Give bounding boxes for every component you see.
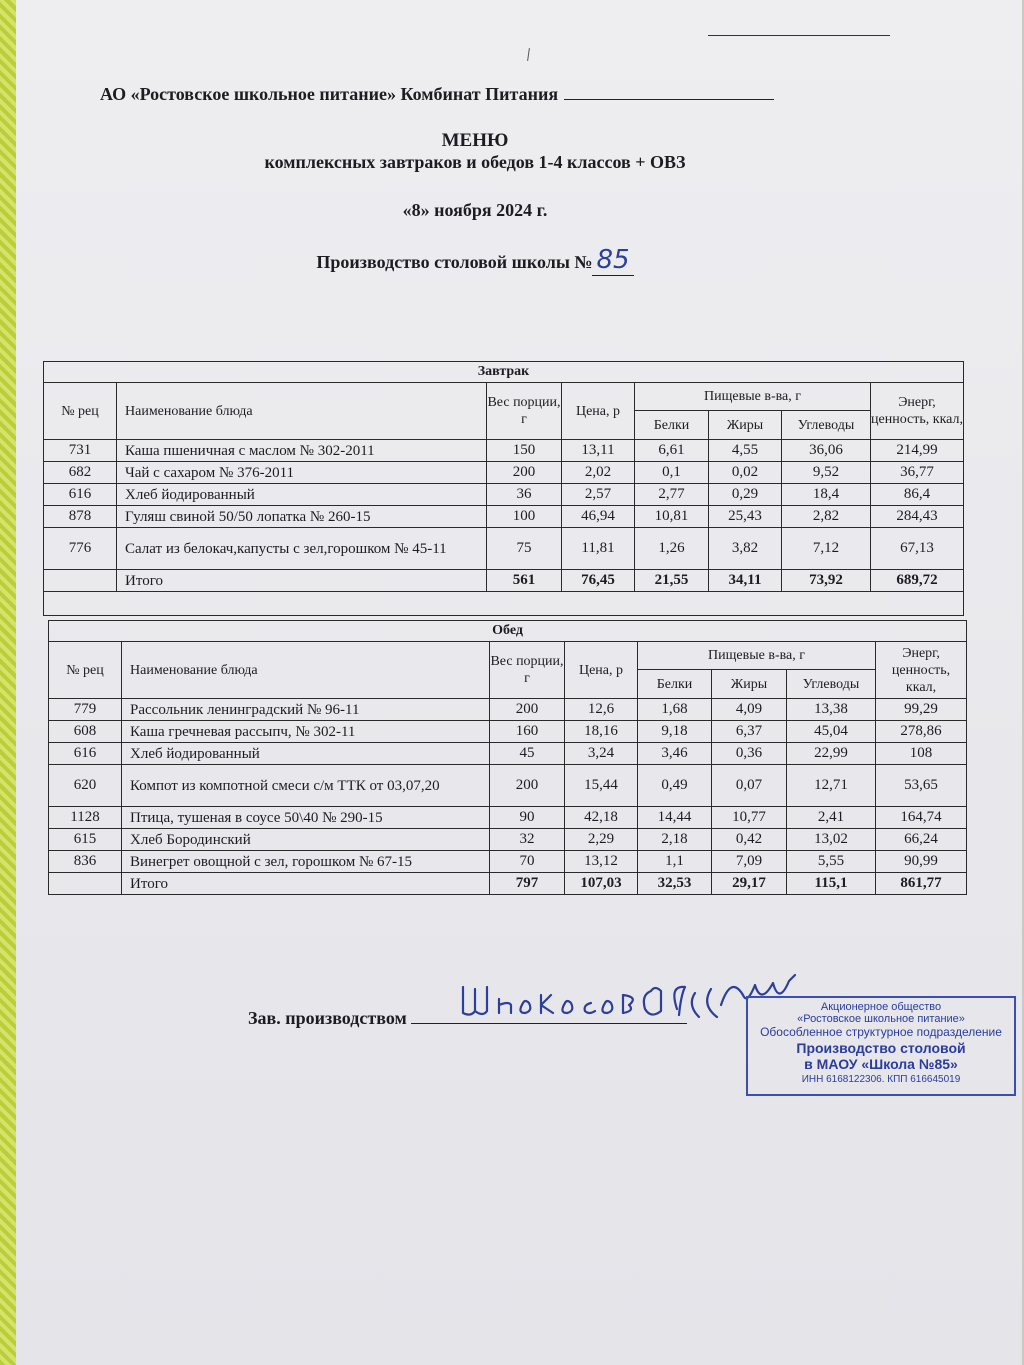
- manager-label: Зав. производством: [248, 1008, 407, 1028]
- cell-carbs: 5,55: [787, 851, 876, 873]
- cell-name: Птица, тушеная в соусе 50\40 № 290-15: [122, 807, 490, 829]
- cell-name: Гуляш свиной 50/50 лопатка № 260-15: [117, 506, 487, 528]
- cell-weight: 100: [487, 506, 562, 528]
- menu-subtitle: комплексных завтраков и обедов 1-4 классов + ОВЗ: [264, 152, 686, 172]
- organization-name: АО «Ростовское школьное питание» Комбинат Питания: [100, 84, 559, 104]
- cell-price: 15,44: [565, 765, 638, 807]
- col-weight: Вес порции, г: [487, 383, 562, 440]
- organization-line: [100, 84, 774, 105]
- cell-carbs: 22,99: [787, 743, 876, 765]
- total-proteins: 32,53: [638, 873, 712, 895]
- cell-weight: 200: [487, 462, 562, 484]
- production-label: Производство столовой школы №: [316, 252, 593, 272]
- breakfast-title: Завтрак: [44, 362, 964, 383]
- cell-proteins: 10,81: [635, 506, 709, 528]
- cell-proteins: 2,77: [635, 484, 709, 506]
- cell-rec: 620: [49, 765, 122, 807]
- cell-proteins: 0,49: [638, 765, 712, 807]
- cell-energy: 36,77: [871, 462, 964, 484]
- total-fats: 34,11: [709, 570, 782, 592]
- cell-weight: 70: [490, 851, 565, 873]
- menu-title: МЕНЮ: [441, 130, 509, 151]
- cell-weight: 90: [490, 807, 565, 829]
- cell-rec: 615: [49, 829, 122, 851]
- stamp-line-6: ИНН 6168122306. КПП 616645019: [801, 1074, 961, 1085]
- cell-name: Чай с сахаром № 376-2011: [117, 462, 487, 484]
- cell-name: Хлеб Бородинский: [122, 829, 490, 851]
- cell-proteins: 14,44: [638, 807, 712, 829]
- cell-rec: 776: [44, 528, 117, 570]
- cell-weight: 160: [490, 721, 565, 743]
- cell-price: 46,94: [562, 506, 635, 528]
- total-energy: 861,77: [876, 873, 967, 895]
- organization-blank: [564, 99, 774, 100]
- table-row: [49, 807, 967, 829]
- total-fats: 29,17: [712, 873, 787, 895]
- cell-fats: 25,43: [709, 506, 782, 528]
- cell-energy: 284,43: [871, 506, 964, 528]
- total-energy: 689,72: [871, 570, 964, 592]
- top-signature-line: [708, 35, 890, 36]
- col-name: Наименование блюда: [122, 642, 490, 699]
- table-row: [49, 721, 967, 743]
- cell-proteins: 6,61: [635, 440, 709, 462]
- cell-energy: 99,29: [876, 699, 967, 721]
- cell-fats: 4,09: [712, 699, 787, 721]
- total-label: Итого: [122, 873, 490, 895]
- cell-weight: 36: [487, 484, 562, 506]
- cell-name: Хлеб йодированный: [117, 484, 487, 506]
- total-weight: 561: [487, 570, 562, 592]
- cell-weight: 45: [490, 743, 565, 765]
- cell-fats: 7,09: [712, 851, 787, 873]
- table-row: [49, 829, 967, 851]
- production-line: [0, 245, 950, 275]
- menu-date: «8» ноября 2024 г.: [402, 200, 548, 220]
- cell-rec: 836: [49, 851, 122, 873]
- stamp-line-2: «Ростовское школьное питание»: [797, 1013, 965, 1025]
- total-rec: [44, 570, 117, 592]
- total-label: Итого: [117, 570, 487, 592]
- col-rec: № рец: [44, 383, 117, 440]
- cell-proteins: 2,18: [638, 829, 712, 851]
- cell-name: Салат из белокач,капусты с зел,горошком № 45-11: [117, 528, 487, 570]
- col-proteins: Белки: [635, 411, 709, 440]
- cell-name: Компот из компотной смеси с/м ТТК от 03,07,20: [122, 765, 490, 807]
- official-stamp: [746, 996, 1016, 1096]
- table-row: [44, 462, 964, 484]
- cell-name: Хлеб йодированный: [122, 743, 490, 765]
- table-row: [49, 765, 967, 807]
- cell-energy: 108: [876, 743, 967, 765]
- lunch-table: [48, 620, 967, 895]
- cell-price: 13,11: [562, 440, 635, 462]
- cell-energy: 214,99: [871, 440, 964, 462]
- cell-rec: 731: [44, 440, 117, 462]
- cell-proteins: 1,68: [638, 699, 712, 721]
- table-row: [49, 699, 967, 721]
- cell-price: 3,24: [565, 743, 638, 765]
- cell-carbs: 13,02: [787, 829, 876, 851]
- cell-rec: 616: [49, 743, 122, 765]
- cell-energy: 86,4: [871, 484, 964, 506]
- col-price: Цена, р: [565, 642, 638, 699]
- stamp-line-5: в МАОУ «Школа №85»: [804, 1056, 958, 1072]
- cell-rec: 682: [44, 462, 117, 484]
- breakfast-table: [43, 361, 964, 616]
- cell-weight: 200: [490, 765, 565, 807]
- stamp-line-3: Обособленное структурное подразделение: [760, 1025, 1002, 1039]
- cell-energy: 67,13: [871, 528, 964, 570]
- cell-rec: 1128: [49, 807, 122, 829]
- cell-carbs: 7,12: [782, 528, 871, 570]
- cell-carbs: 9,52: [782, 462, 871, 484]
- col-name: Наименование блюда: [117, 383, 487, 440]
- cell-name: Рассольник ленинградский № 96-11: [122, 699, 490, 721]
- cell-carbs: 2,82: [782, 506, 871, 528]
- table-row: [44, 506, 964, 528]
- total-rec: [49, 873, 122, 895]
- cell-energy: 164,74: [876, 807, 967, 829]
- cell-carbs: 45,04: [787, 721, 876, 743]
- cell-price: 18,16: [565, 721, 638, 743]
- total-carbs: 115,1: [787, 873, 876, 895]
- cell-energy: 278,86: [876, 721, 967, 743]
- cell-carbs: 13,38: [787, 699, 876, 721]
- col-proteins: Белки: [638, 670, 712, 699]
- cell-carbs: 2,41: [787, 807, 876, 829]
- col-energy: Энерг, ценность, ккал,: [876, 642, 967, 699]
- col-fats: Жиры: [709, 411, 782, 440]
- cell-fats: 0,29: [709, 484, 782, 506]
- cell-fats: 4,55: [709, 440, 782, 462]
- col-rec: № рец: [49, 642, 122, 699]
- cell-energy: 66,24: [876, 829, 967, 851]
- table-row: [44, 440, 964, 462]
- cell-fats: 0,02: [709, 462, 782, 484]
- total-weight: 797: [490, 873, 565, 895]
- cell-rec: 878: [44, 506, 117, 528]
- cell-weight: 200: [490, 699, 565, 721]
- cell-name: Каша пшеничная с маслом № 302-2011: [117, 440, 487, 462]
- cell-proteins: 3,46: [638, 743, 712, 765]
- col-fats: Жиры: [712, 670, 787, 699]
- cell-fats: 6,37: [712, 721, 787, 743]
- cell-price: 42,18: [565, 807, 638, 829]
- total-carbs: 73,92: [782, 570, 871, 592]
- cell-fats: 10,77: [712, 807, 787, 829]
- total-price: 107,03: [565, 873, 638, 895]
- cell-carbs: 12,71: [787, 765, 876, 807]
- cell-weight: 150: [487, 440, 562, 462]
- cell-price: 2,57: [562, 484, 635, 506]
- school-number: 85: [592, 245, 633, 276]
- cell-name: Каша гречневая рассыпч, № 302-11: [122, 721, 490, 743]
- cell-fats: 0,42: [712, 829, 787, 851]
- cell-proteins: 0,1: [635, 462, 709, 484]
- cell-energy: 90,99: [876, 851, 967, 873]
- total-proteins: 21,55: [635, 570, 709, 592]
- total-price: 76,45: [562, 570, 635, 592]
- col-carbs: Углеводы: [787, 670, 876, 699]
- cell-fats: 0,36: [712, 743, 787, 765]
- lunch-title: Обед: [49, 621, 967, 642]
- cell-price: 12,6: [565, 699, 638, 721]
- cell-fats: 3,82: [709, 528, 782, 570]
- col-carbs: Углеводы: [782, 411, 871, 440]
- cell-carbs: 18,4: [782, 484, 871, 506]
- col-nutrients: Пищевые в-ва, г: [638, 642, 876, 670]
- cell-price: 13,12: [565, 851, 638, 873]
- cell-rec: 779: [49, 699, 122, 721]
- table-row: [49, 851, 967, 873]
- cell-rec: 616: [44, 484, 117, 506]
- cell-carbs: 36,06: [782, 440, 871, 462]
- cell-energy: 53,65: [876, 765, 967, 807]
- cell-name: Винегрет овощной с зел, горошком № 67-15: [122, 851, 490, 873]
- cell-proteins: 9,18: [638, 721, 712, 743]
- table-row: [44, 528, 964, 570]
- cell-weight: 32: [490, 829, 565, 851]
- spacer-row: [44, 592, 964, 616]
- cell-fats: 0,07: [712, 765, 787, 807]
- cell-price: 11,81: [562, 528, 635, 570]
- stamp-line-1: Акционерное общество: [820, 1001, 942, 1013]
- col-nutrients: Пищевые в-ва, г: [635, 383, 871, 411]
- table-row: [44, 484, 964, 506]
- cell-rec: 608: [49, 721, 122, 743]
- cell-price: 2,29: [565, 829, 638, 851]
- col-weight: Вес порции, г: [490, 642, 565, 699]
- cell-weight: 75: [487, 528, 562, 570]
- col-price: Цена, р: [562, 383, 635, 440]
- col-energy: Энерг, ценность, ккал,: [871, 383, 964, 440]
- cell-price: 2,02: [562, 462, 635, 484]
- stamp-line-4: Производство столовой: [796, 1040, 966, 1056]
- cell-proteins: 1,1: [638, 851, 712, 873]
- cell-proteins: 1,26: [635, 528, 709, 570]
- table-row: [49, 743, 967, 765]
